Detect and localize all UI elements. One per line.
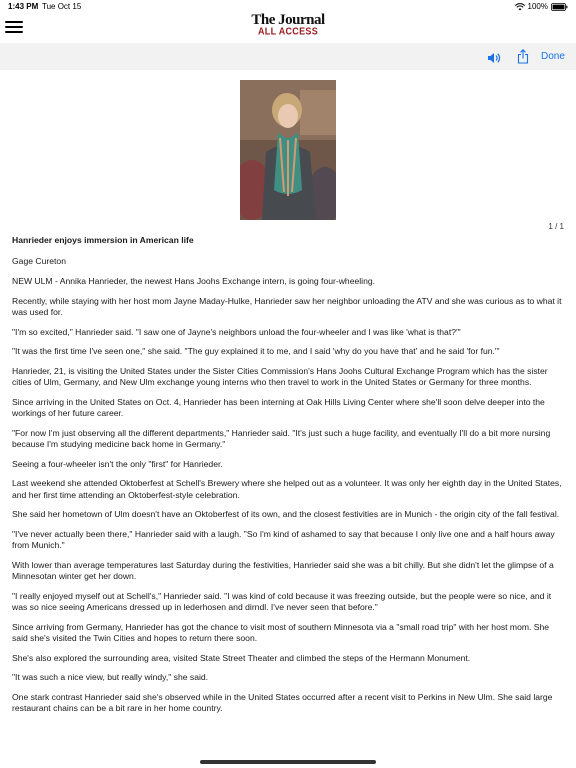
speaker-icon[interactable] xyxy=(487,51,501,69)
photo-page-count: 1 / 1 xyxy=(548,222,564,231)
article-paragraph: Seeing a four-wheeler isn't the only "first" for Hanrieder. xyxy=(12,458,223,469)
status-date: Tue Oct 15 xyxy=(42,2,82,11)
article-paragraph: "It was such a nice view, but really windy," she said. xyxy=(12,672,209,683)
article-paragraph: She said her hometown of Ulm doesn't have an Oktoberfest of its own, and the closest festivities are in Munich - the origin city of the fall festival. xyxy=(12,509,560,520)
article-paragraph: Last weekend she attended Oktoberfest at Schell's Brewery where she helped out as a volunteer. It was only her eighth day in the United States, and her first time attending an Oktoberfest-style celebration. xyxy=(12,478,562,500)
article-byline: Gage Cureton xyxy=(12,256,66,267)
battery-percent: 100% xyxy=(527,2,548,11)
article-paragraph: With lower than average temperatures last Saturday during the festivities, Hanrieder said she was a bit chilly. But she didn't let the glimpse of a Minnesotan winter get her down. xyxy=(12,559,554,582)
article-paragraph: Recently, while staying with her host mom Jayne Maday-Hulke, Hanrieder saw her neighbor unloading the ATV and she was curious as to what it was used for. xyxy=(12,295,562,317)
battery-icon xyxy=(551,3,568,11)
logo-title: The Journal xyxy=(251,12,325,28)
reader-toolbar xyxy=(0,43,576,70)
article-paragraph: Since arriving in the United States on Oct. 4, Hanrieder has been interning at Oak Hills Living Center where she'll soon delve deeper into the workings of her future career. xyxy=(12,396,545,419)
hamburger-menu-icon[interactable] xyxy=(5,21,23,35)
publication-logo xyxy=(251,13,324,36)
article-paragraph: Hanrieder, 21, is visiting the United States under the Sister Cities Commission's Hans Joohs Cultural Exchange Program which has the sister cities of Ulm, Germany, and New Ulm exchange young interns who then travel to work in the United States or Germany for three months. xyxy=(12,365,548,388)
article-paragraph: "I'm so excited," Hanrieder said. "I saw one of Jayne's neighbors unload the four-wheeler and I was like 'what is that?'" xyxy=(12,326,461,337)
article-paragraph: "I've never actually been there," Hanrieder said with a laugh. "So I'm kind of ashamed to say that because I only live one and a half hours away from Munich." xyxy=(12,528,555,551)
article-paragraph: One stark contrast Hanrieder said she's observed while in the United States occurred after a recent visit to Perkins in New Ulm. She said large restaurant chains can be a bit rare in her home country. xyxy=(12,691,553,714)
article-paragraph: "It was the first time I've seen one," she said. "The guy explained it to me, and I said 'why do you have that' and he said 'for fun.'" xyxy=(12,346,500,357)
article-headline: Hanrieder enjoys immersion in American life xyxy=(12,235,194,245)
share-icon[interactable] xyxy=(517,49,529,69)
logo-subtitle: ALL ACCESS xyxy=(257,25,319,37)
article-paragraph: NEW ULM - Annika Hanrieder, the newest Hans Joohs Exchange intern, is going four-wheeling. xyxy=(12,275,376,286)
article-paragraph: She's also explored the surrounding area, visited State Street Theater and climbed the steps of the Hermann Monument. xyxy=(12,652,471,663)
article-paragraph: "For now I'm just observing all the different departments," Hanrieder said. "It's just such a huge facility, and eventually I'll do a bit more nursing because I'm studying medicine back home in Germany." xyxy=(12,427,551,449)
article-paragraph: "I really enjoyed myself out at Schell's," Hanrieder said. "I was kind of cold because it was freezing outside, but the people were so nice, and it was so nice seeing Americans dressed up in lederhosen and dirndl. I've never seen that before." xyxy=(12,590,552,612)
status-indicators xyxy=(515,2,568,11)
done-button[interactable]: Done xyxy=(541,51,565,62)
wifi-icon xyxy=(515,3,525,11)
article-body xyxy=(12,235,564,723)
article-paragraph: Since arriving from Germany, Hanrieder has got the chance to visit most of southern Minnesota via a "small road trip" with her host mom. She said she's visited the Twin Cities and hopes to return there soon. xyxy=(12,621,550,643)
app-header xyxy=(0,12,576,42)
home-indicator[interactable] xyxy=(200,760,376,764)
article-photo[interactable] xyxy=(240,80,336,220)
status-time: 1:43 PM xyxy=(8,2,39,11)
